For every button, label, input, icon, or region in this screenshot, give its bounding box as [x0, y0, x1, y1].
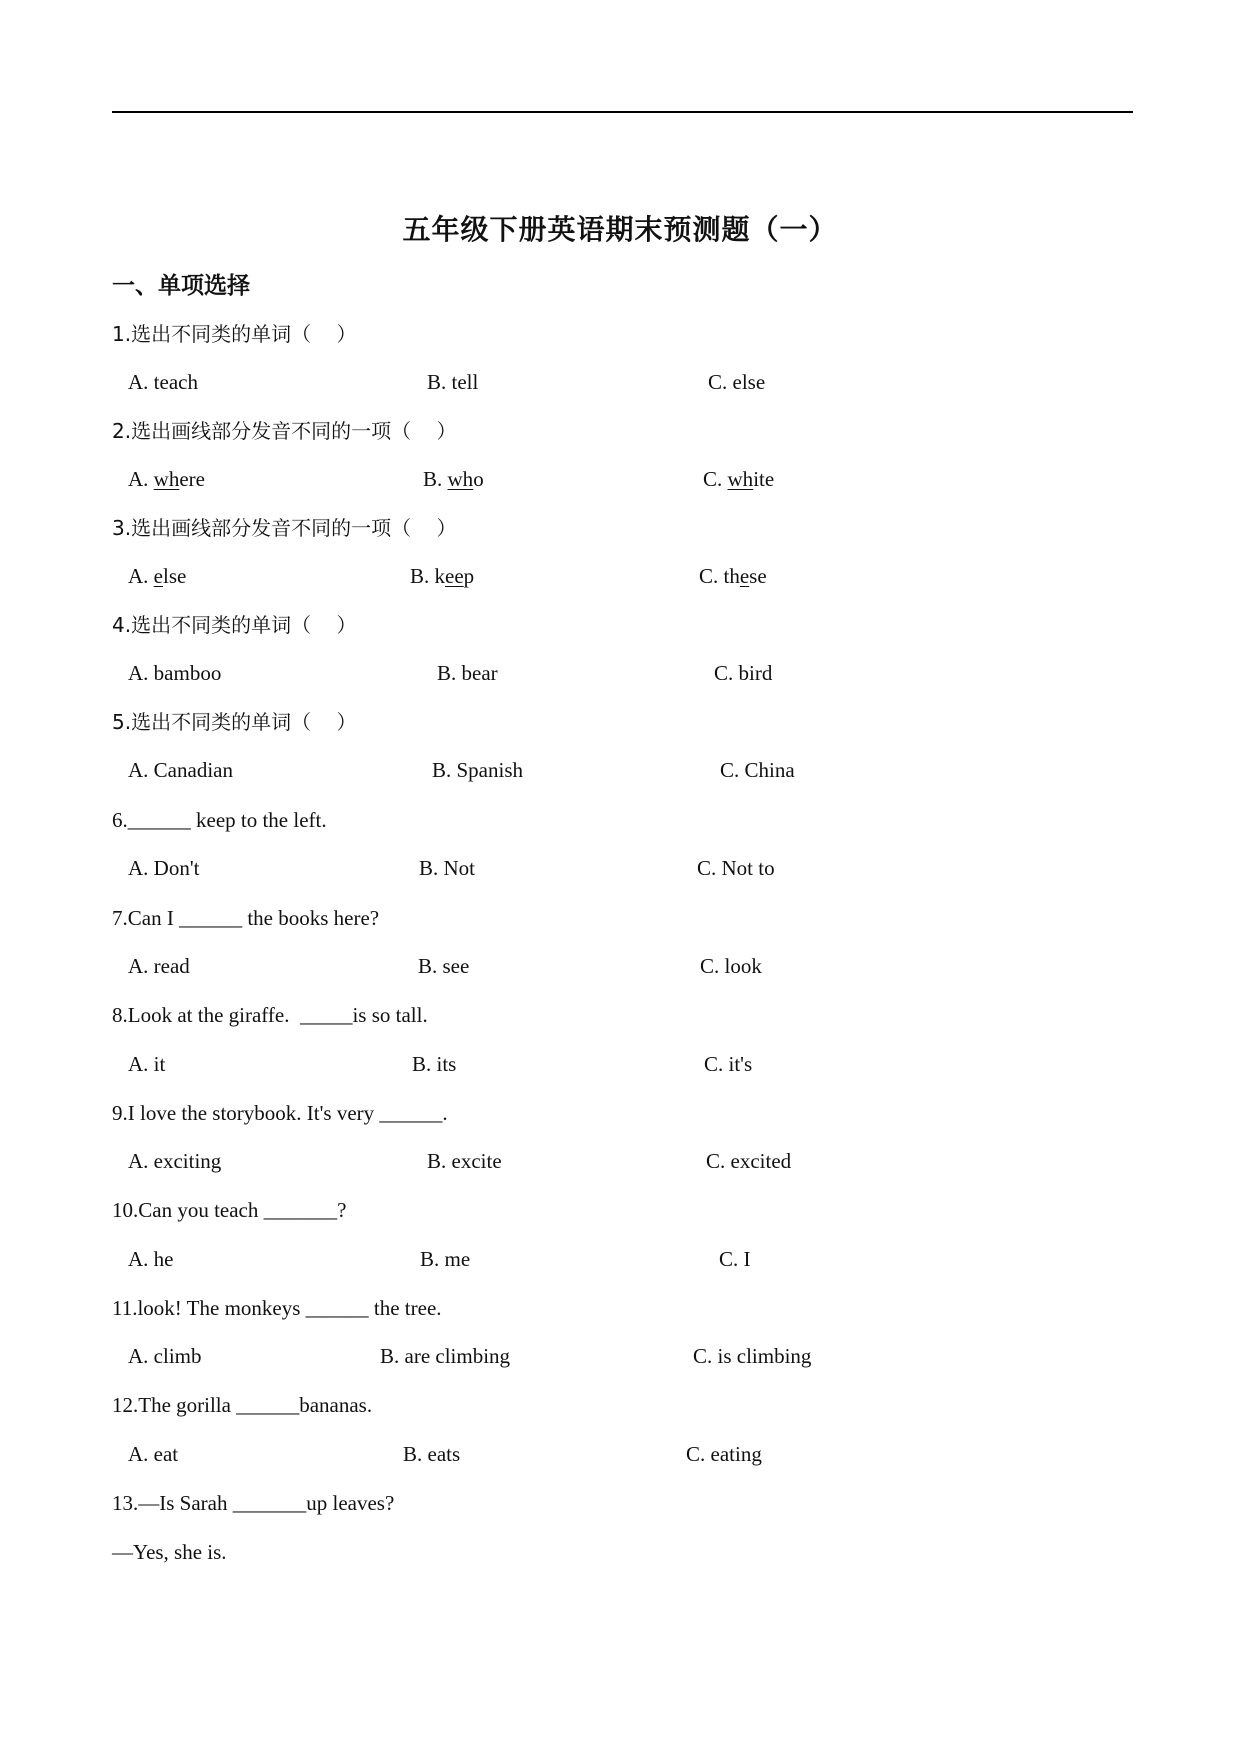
option-a: A. eat [128, 1442, 179, 1466]
option-c: C. these [699, 564, 767, 588]
option-b: B. see [418, 954, 470, 978]
option-a: A. read [128, 954, 190, 978]
question-stem: 8.Look at the giraffe. _____is so tall. [112, 1003, 428, 1027]
option-c: C. excited [706, 1149, 792, 1173]
header-rule [112, 111, 1133, 113]
option-a: A. bamboo [128, 661, 222, 685]
question-stem: 3.选出画线部分发音不同的一项（ ） [112, 516, 457, 540]
option-b: B. Not [419, 856, 476, 880]
option-b: B. me [420, 1247, 471, 1271]
option-a: A. it [128, 1052, 166, 1076]
question-stem: 11.look! The monkeys ______ the tree. [112, 1296, 442, 1320]
section-heading: 一、单项选择 [112, 273, 250, 299]
option-c: C. bird [714, 661, 773, 685]
option-c: C. is climbing [693, 1344, 812, 1368]
question-stem: 13.—Is Sarah _______up leaves? [112, 1491, 395, 1515]
option-b: B. tell [427, 370, 479, 394]
option-c: C. China [720, 758, 795, 782]
option-b: B. excite [427, 1149, 502, 1173]
option-c: C. else [708, 370, 766, 394]
question-stem: 1.选出不同类的单词（ ） [112, 322, 357, 346]
option-b: B. are climbing [380, 1344, 511, 1368]
question-stem: 5.选出不同类的单词（ ） [112, 710, 357, 734]
option-b: B. bear [437, 661, 498, 685]
question-stem: 2.选出画线部分发音不同的一项（ ） [112, 419, 457, 443]
question-stem: 12.The gorilla ______bananas. [112, 1393, 373, 1417]
option-b: B. eats [403, 1442, 461, 1466]
question-stem: 10.Can you teach _______? [112, 1198, 347, 1222]
option-c: C. I [719, 1247, 751, 1271]
option-c: C. Not to [697, 856, 775, 880]
option-a: A. he [128, 1247, 174, 1271]
option-a: A. where [128, 467, 205, 491]
question-stem: 7.Can I ______ the books here? [112, 906, 380, 930]
option-b: B. its [412, 1052, 457, 1076]
question-stem: 6.______ keep to the left. [112, 808, 327, 832]
option-c: C. white [703, 467, 775, 491]
question-stem: 9.I love the storybook. It's very ______. [112, 1101, 448, 1125]
answer-line: —Yes, she is. [112, 1540, 227, 1564]
question-stem: 4.选出不同类的单词（ ） [112, 613, 357, 637]
option-c: C. it's [704, 1052, 753, 1076]
option-a: A. teach [128, 370, 198, 394]
option-b: B. keep [410, 564, 475, 588]
option-b: B. who [423, 467, 484, 491]
option-c: C. look [700, 954, 762, 978]
option-a: A. exciting [128, 1149, 222, 1173]
option-b: B. Spanish [432, 758, 524, 782]
option-a: A. else [128, 564, 187, 588]
page-title: 五年级下册英语期末预测题（一） [402, 213, 838, 246]
option-a: A. Don't [128, 856, 200, 880]
option-a: A. Canadian [128, 758, 233, 782]
option-c: C. eating [686, 1442, 762, 1466]
option-a: A. climb [128, 1344, 202, 1368]
